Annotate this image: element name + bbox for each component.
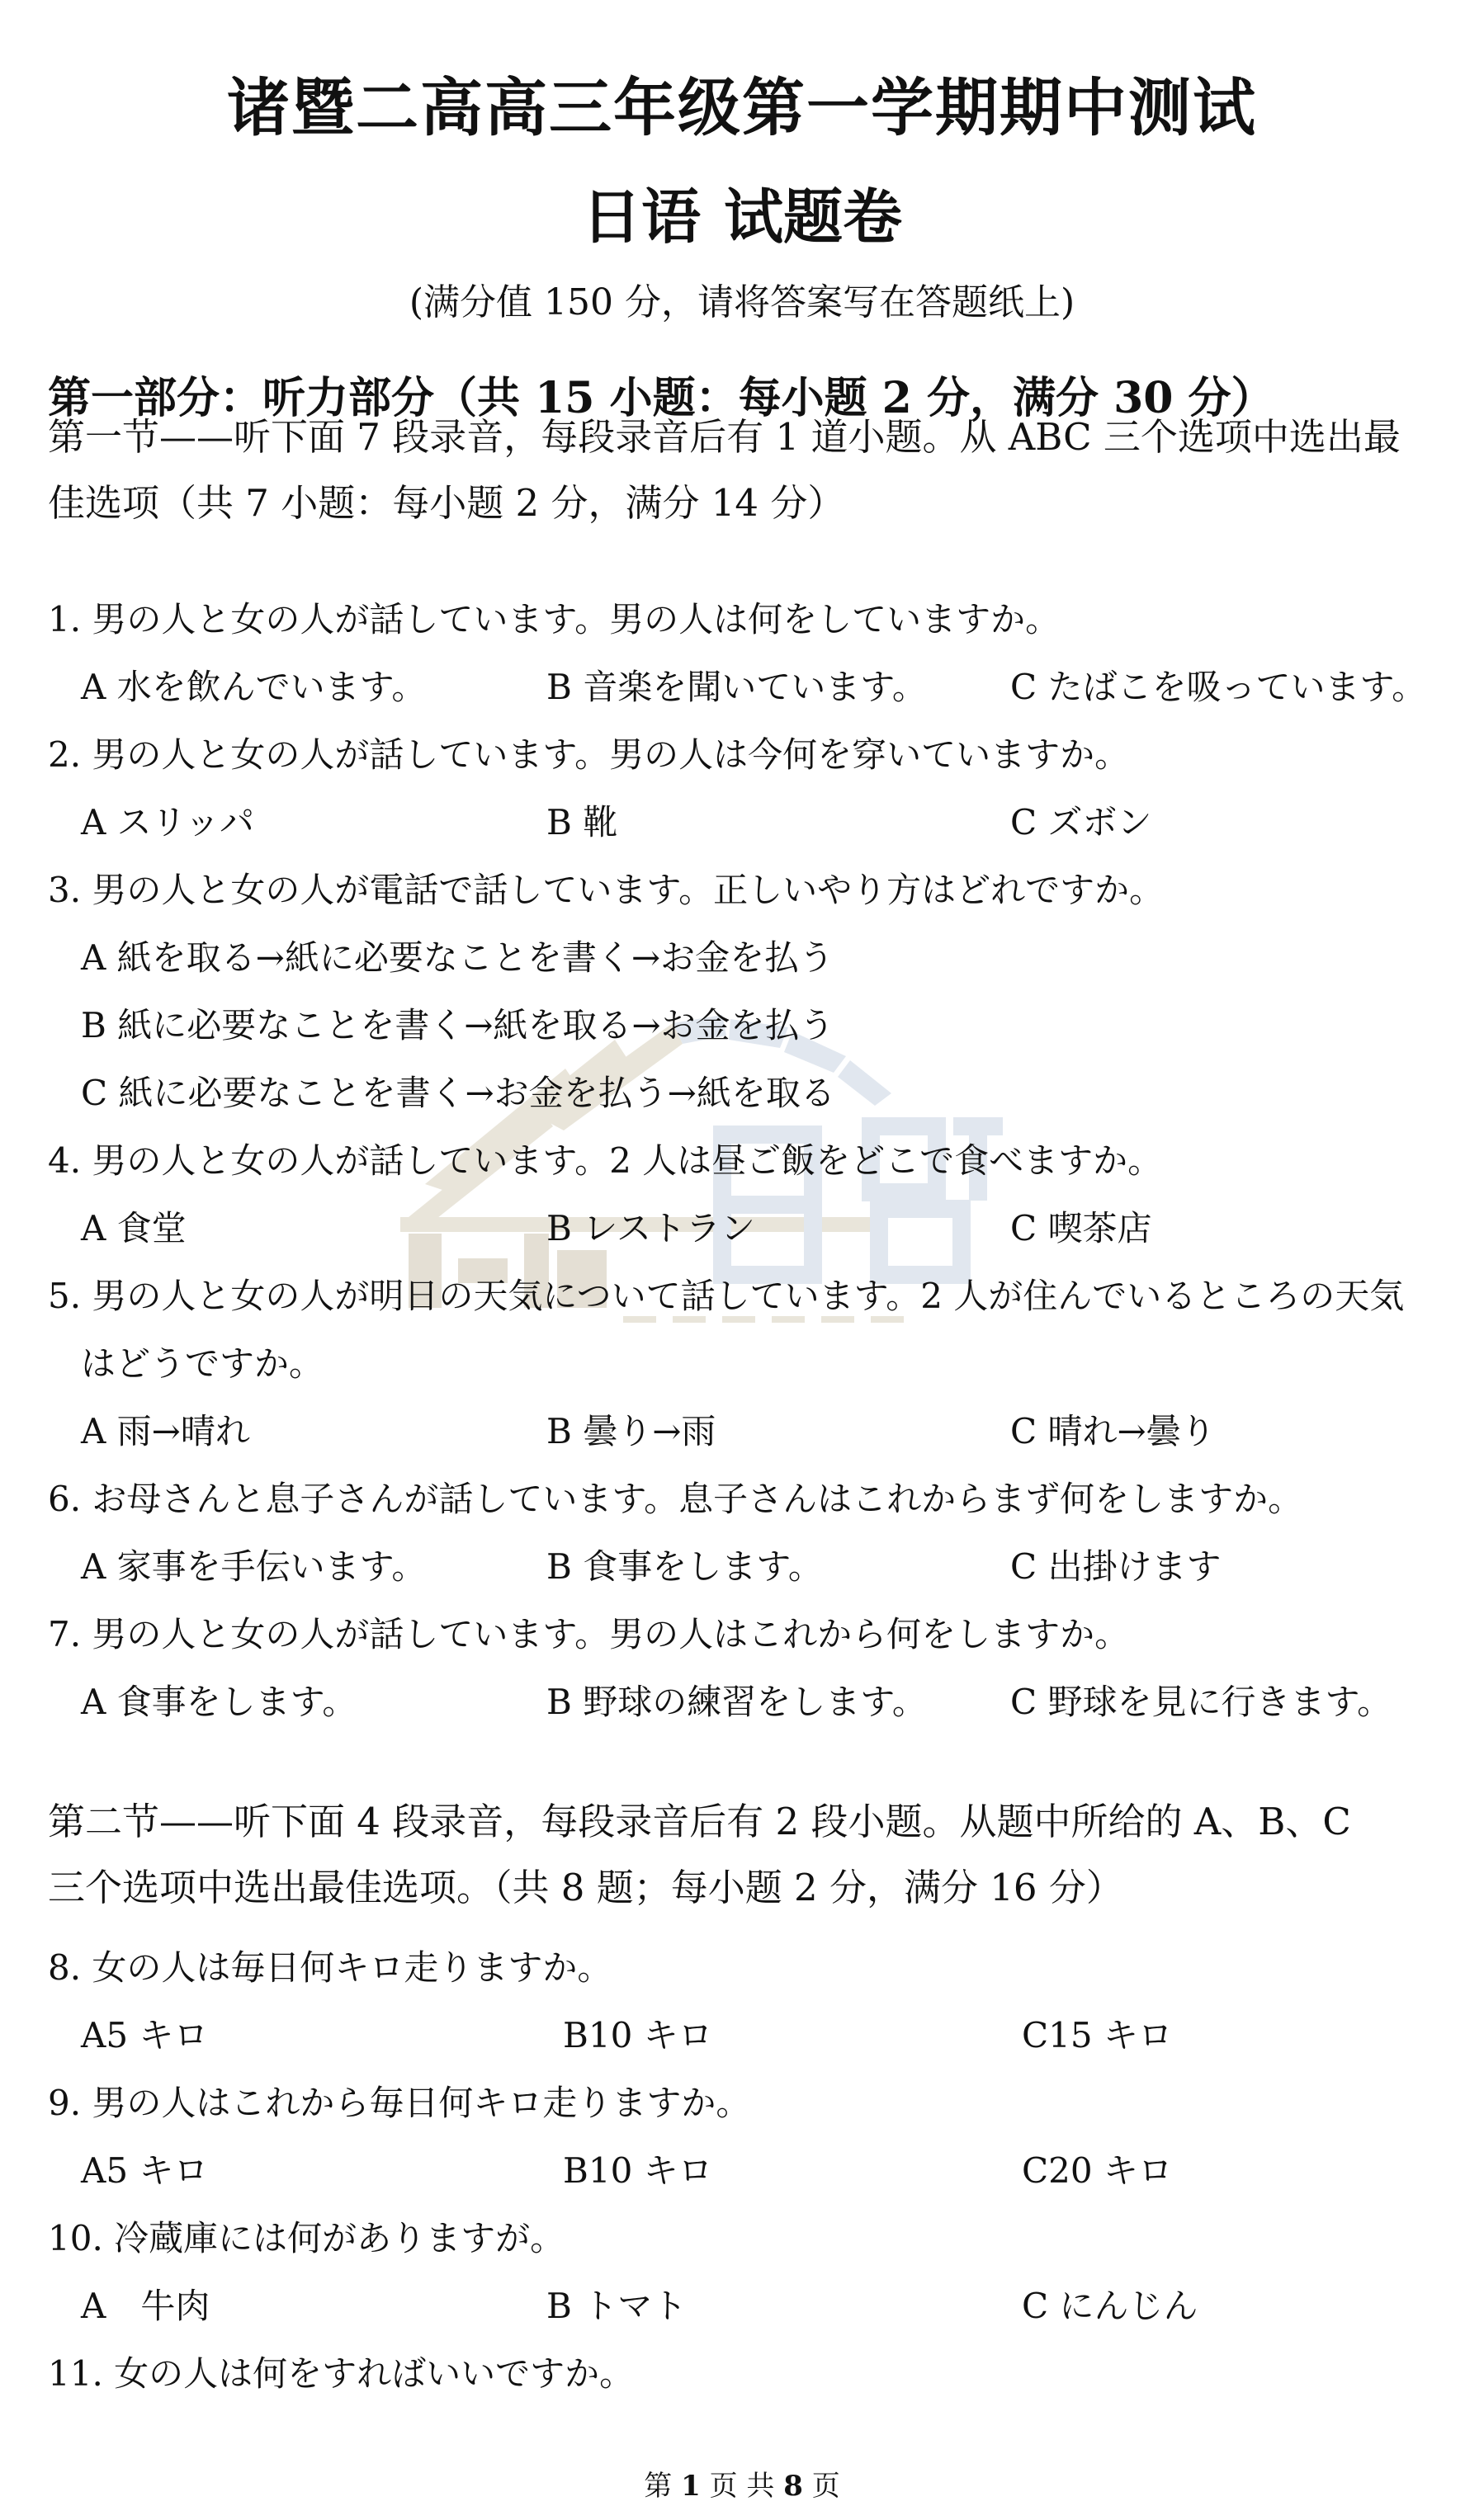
question-8: 8. 女の人は毎日何キロ走りますか。 [48, 1947, 612, 1988]
question-4: 4. 男の人と女の人が話しています。2 人は昼ご飯をどこで食べますか。 [48, 1140, 1163, 1181]
q9-option-c: C20 キロ [1022, 2150, 1173, 2191]
q4-option-b: B レストラン [546, 1208, 755, 1248]
question-6: 6. お母さんと息子さんが話しています。息子さんはこれからまず何をしますか。 [48, 1479, 1303, 1519]
section2-intro-line1: 第二节——听下面 4 段录音，每段录音后有 2 段小题。从题中所给的 A、B、C [48, 1800, 1351, 1843]
q4-option-a: A 食堂 [81, 1208, 187, 1248]
q6-option-a: A 家事を手伝います。 [81, 1546, 427, 1587]
q5-option-a: A 雨→晴れ [81, 1411, 250, 1451]
q3-option-c: C 紙に必要なことを書く→お金を払う→紙を取る [81, 1073, 835, 1113]
score-note: (满分值 150 分，请将答案写在答题纸上) [409, 281, 1075, 323]
q8-option-c: C15 キロ [1022, 2015, 1173, 2055]
section2-intro [48, 1789, 1451, 1921]
q1-option-c: C たばこを吸っています。 [1010, 667, 1427, 707]
footer-suffix: 页 [811, 2470, 840, 2503]
exam-subtitle [0, 169, 1484, 255]
q2-option-c: C ズボン [1010, 802, 1152, 842]
q5-option-c: C 晴れ→曇り [1010, 1411, 1216, 1451]
question-5-cont: はどうですか。 [81, 1343, 324, 1384]
q6-option-c: C 出掛けます [1010, 1546, 1222, 1587]
q5-option-b: B 曇り→雨 [546, 1411, 716, 1451]
question-7: 7. 男の人と女の人が話しています。男の人はこれから何をしますか。 [48, 1614, 1130, 1654]
q3-option-b: B 紙に必要なことを書く→紙を取る→お金を払う [81, 1005, 834, 1045]
q7-option-c: C 野球を見に行きます。 [1010, 1682, 1392, 1722]
question-5: 5. 男の人と女の人が明日の天気について話しています。2 人が住んでいるところの天気 [48, 1276, 1405, 1316]
q9-option-b: B10 キロ [563, 2150, 713, 2191]
question-9: 9. 男の人はこれから毎日何キロ走りますか。 [48, 2083, 751, 2123]
q2-option-b: B 靴 [546, 802, 618, 842]
q9-option-a: A5 キロ [81, 2150, 209, 2191]
q1-option-a: A 水を飲んでいます。 [81, 667, 427, 707]
q10-option-a: A 牛肉 [81, 2286, 210, 2326]
exam-title: 诸暨二高高三年级第一学期期中测试 [227, 71, 1257, 144]
page-footer [0, 2463, 1484, 2503]
part1-heading: 第一部分：听力部分（共 15 小题：每小题 2 分，满分 30 分） [48, 373, 1274, 423]
q7-option-b: B 野球の練習をします。 [546, 1682, 927, 1722]
q1-option-b: B 音楽を聞いています。 [546, 667, 927, 707]
question-2: 2. 男の人と女の人が話しています。男の人は今何を穿いていますか。 [48, 734, 1130, 775]
question-10: 10. 冷蔵庫には何がありますが。 [48, 2218, 565, 2258]
q10-option-b: B トマト [546, 2286, 688, 2326]
footer-mid: 页 共 [709, 2470, 775, 2503]
q8-option-b: B10 キロ [563, 2015, 713, 2055]
q4-option-c: C 喫茶店 [1010, 1208, 1152, 1248]
q2-option-a: A スリッパ [81, 802, 255, 842]
question-11: 11. 女の人は何をすればいいですか。 [48, 2353, 635, 2394]
q10-option-c: C にんじん [1022, 2286, 1198, 2326]
section1-intro-line1: 第一节——听下面 7 段录音，每段录音后有 1 道小题。从 ABC 三个选项中选出最 [48, 415, 1401, 459]
q3-option-a: A 紙を取る→紙に必要なことを書く→お金を払う [81, 937, 834, 978]
q7-option-a: A 食事をします。 [81, 1682, 357, 1722]
subject-label: 日语 [581, 182, 701, 252]
section1-intro-line2: 佳选项（共 7 小题：每小题 2 分，满分 14 分） [48, 481, 845, 525]
question-1: 1. 男の人と女の人が話しています。男の人は何をしていますか。 [48, 599, 1061, 639]
footer-page-number: 1 [681, 2470, 701, 2503]
paper-label: 试题卷 [724, 182, 903, 252]
section2-intro-line2: 三个选项中选出最佳选项。（共 8 题；每小题 2 分，满分 16 分） [48, 1866, 1123, 1909]
section1-intro [48, 404, 1451, 536]
footer-prefix: 第 [644, 2470, 673, 2503]
footer-total-pages: 8 [783, 2470, 803, 2503]
q8-option-a: A5 キロ [81, 2015, 209, 2055]
q6-option-b: B 食事をします。 [546, 1546, 823, 1587]
question-3: 3. 男の人と女の人が電話で話しています。正しいやり方はどれですか。 [48, 870, 1165, 910]
